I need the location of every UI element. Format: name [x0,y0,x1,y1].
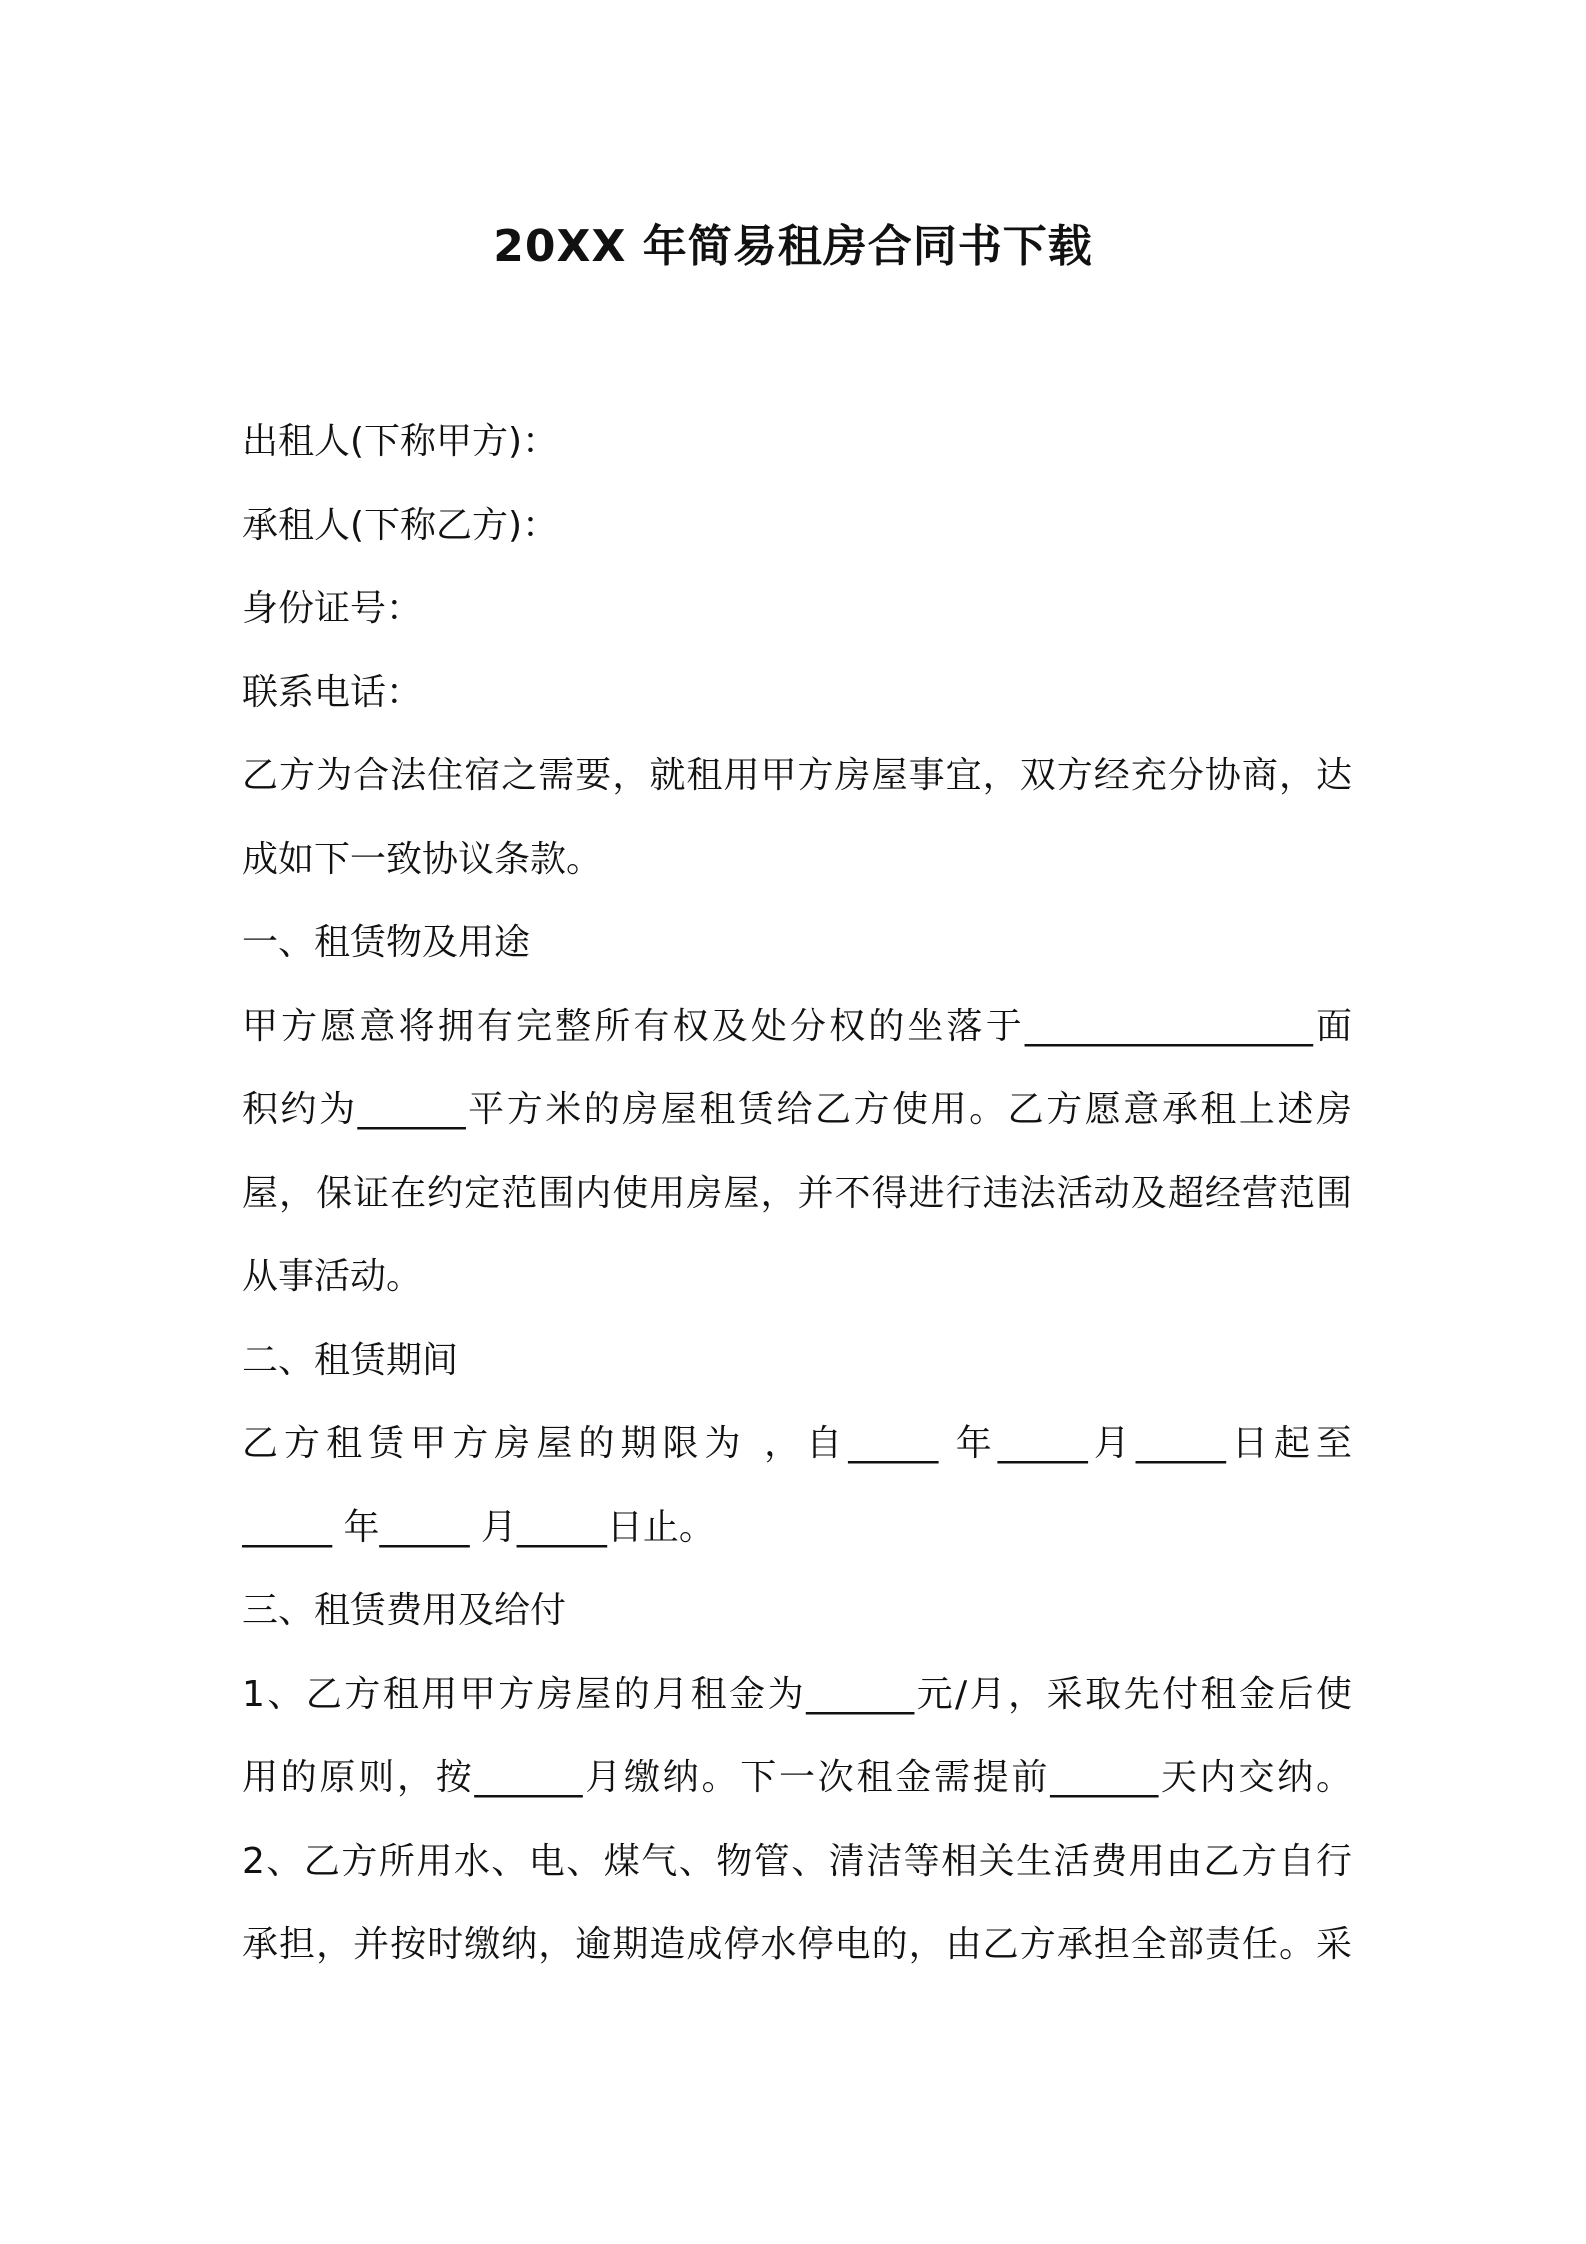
section-3-item-1-line-1: 1、乙方租用甲方房屋的月租金为______元/月，采取先付租金后使 [242,1673,1352,1715]
section-3-item-1-line-2: 用的原则，按______月缴纳。下一次租金需提前______天内交纳。 [242,1757,1352,1798]
lessor-line: 出租人(下称甲方)： [242,421,559,462]
preamble-line-1: 乙方为合法住宿之需要，就租用甲方房屋事宜，双方经充分协商，达 [242,755,1352,796]
section-2-text-line-1: 乙方租赁甲方房屋的期限为 ，自_____ 年_____月_____日起至 [242,1423,1352,1464]
phone-line: 联系电话： [242,671,423,713]
lessee-line: 承租人(下称乙方)： [242,504,559,546]
section-3-heading: 三、租赁费用及给付 [242,1590,567,1631]
section-1-text-line-2: 积约为______平方米的房屋租赁给乙方使用。乙方愿意承租上述房 [242,1089,1352,1130]
section-1-text-line-4: 从事活动。 [242,1256,423,1297]
section-3-item-2-line-2: 承担，并按时缴纳，逾期造成停水停电的，由乙方承担全部责任。采 [242,1924,1352,1965]
section-2-text-line-2: _____ 年_____ 月_____日止。 [242,1506,715,1548]
section-1-text-line-3: 屋，保证在约定范围内使用房屋，并不得进行违法活动及超经营范围 [242,1172,1352,1214]
section-3-item-2-line-1: 2、乙方所用水、电、煤气、物管、清洁等相关生活费用由乙方自行 [242,1840,1352,1882]
section-2-heading: 二、租赁期间 [242,1339,459,1381]
document-title: 20XX 年简易租房合同书下载 [493,221,1093,272]
preamble-line-2: 成如下一致协议条款。 [242,838,603,880]
id-number-line: 身份证号： [242,588,423,629]
document-body [242,400,1352,1987]
section-1-text-line-1: 甲方愿意将拥有完整所有权及处分权的坐落于________________面 [242,1005,1352,1047]
section-1-heading: 一、租赁物及用途 [242,922,531,963]
